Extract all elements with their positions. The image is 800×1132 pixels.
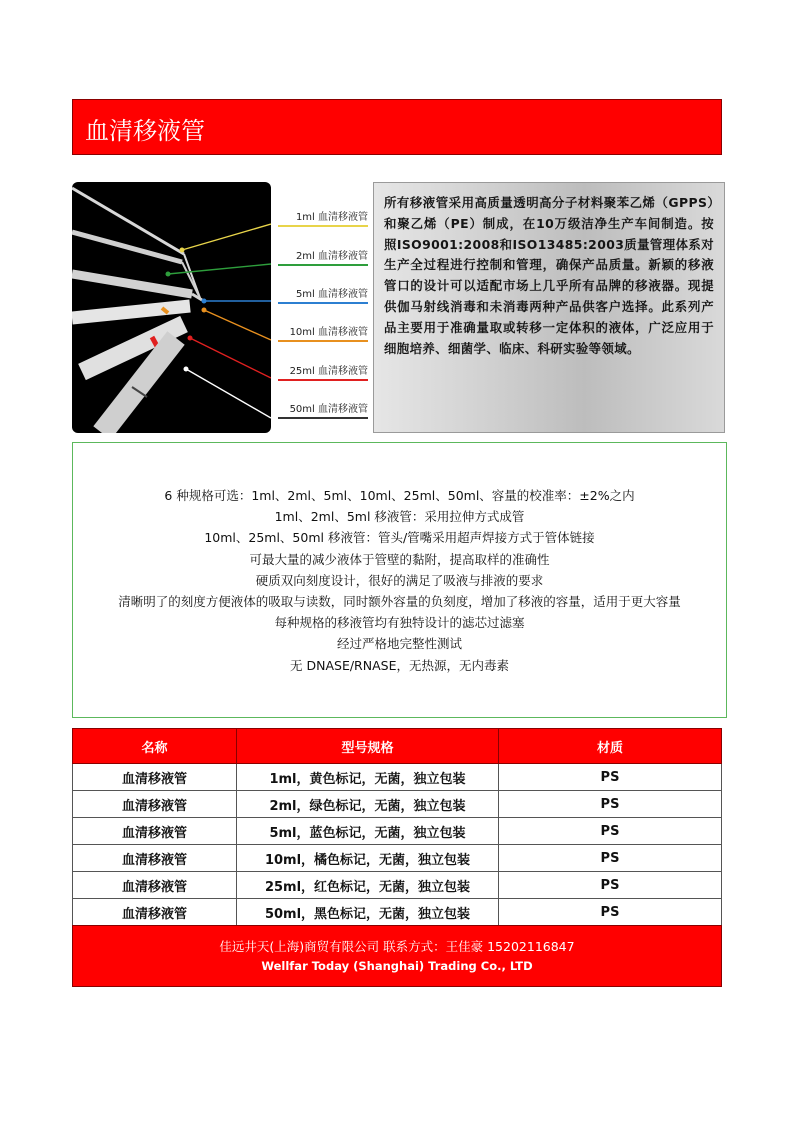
cell-name: 血清移液管: [73, 872, 237, 899]
marker-10ml: [202, 308, 207, 313]
marker-2ml: [166, 272, 171, 277]
header-name: 名称: [73, 729, 237, 764]
product-description: [373, 182, 725, 433]
header-model: 型号规格: [237, 729, 499, 764]
feature-item: 经过严格地完整性测试: [336, 636, 462, 652]
marker-25ml: [188, 336, 193, 341]
feature-item: 硬质双向刻度设计，很好的满足了吸液与排液的要求: [255, 572, 544, 588]
table-row: [73, 845, 722, 872]
cell-material: PS: [499, 872, 722, 899]
cell-model: 10ml，橘色标记，无菌，独立包装: [237, 845, 499, 872]
company-contact-line: 佳远井天(上海)商贸有限公司 联系方式：王佳豪 15202116847: [219, 939, 575, 954]
feature-item: 清晰明了的刻度方便液体的吸取与读数，同时额外容量的负刻度，增加了移液的容量，适用于更大容量: [118, 594, 681, 610]
cell-model: 25ml，红色标记，无菌，独立包装: [237, 872, 499, 899]
pipette-10ml: [72, 306, 190, 318]
cell-material: PS: [499, 764, 722, 791]
spec-table: [72, 728, 722, 926]
label-5ml: 5ml 血清移液管: [276, 285, 368, 300]
pipette-5ml: [72, 274, 202, 300]
feature-item: 1ml、2ml、5ml 移液管：采用拉伸方式成管: [274, 509, 525, 525]
cell-material: PS: [499, 818, 722, 845]
cell-material: PS: [499, 899, 722, 926]
table-header-row: [73, 729, 722, 764]
label-50ml: 50ml 血清移液管: [276, 400, 368, 415]
table-row: [73, 872, 722, 899]
cell-model: 2ml，绿色标记，无菌，独立包装: [237, 791, 499, 818]
table-row: [73, 791, 722, 818]
cell-model: 1ml，黄色标记，无菌，独立包装: [237, 764, 499, 791]
pipette-labels: [276, 182, 370, 433]
cell-name: 血清移液管: [73, 764, 237, 791]
feature-item: 可最大量的减少液体于管壁的黏附，提高取样的准确性: [249, 551, 550, 567]
product-photo: [72, 182, 271, 433]
cell-name: 血清移液管: [73, 818, 237, 845]
footer-contact: [72, 925, 722, 987]
marker-5ml: [202, 299, 207, 304]
marker-1ml: [180, 248, 185, 253]
feature-item: 无 DNASE/RNASE，无热源，无内毒素: [290, 657, 509, 673]
table-row: [73, 818, 722, 845]
cell-name: 血清移液管: [73, 899, 237, 926]
cell-name: 血清移液管: [73, 845, 237, 872]
marker-50ml: [184, 367, 189, 372]
page-title: 血清移液管: [85, 117, 205, 145]
cell-model: 5ml，蓝色标记，无菌，独立包装: [237, 818, 499, 845]
cell-name: 血清移液管: [73, 791, 237, 818]
table-row: [73, 764, 722, 791]
label-25ml: 25ml 血清移液管: [276, 362, 368, 377]
label-2ml: 2ml 血清移液管: [276, 247, 368, 262]
label-1ml: 1ml 血清移液管: [276, 208, 368, 223]
description-text: 所有移液管采用高质量透明高分子材料聚苯乙烯（GPPS）和聚乙烯（PE）制成，在10万级洁净生产车间制造。按照ISO9001:2008和ISO13485:2003质量管理体系对生产全过程进行控制和管理，确保产品质量。新颖的移液管口的设计可以适配市场上几乎所有品牌的移液器。现提供伽马射线消毒和未消毒两种产品供客户选择。此系列产品主要用于准确量取或转移一定体积的液体，广泛应用于细胞培养、细菌学、临床、科研实验等领域。: [384, 195, 714, 356]
company-english-name: Wellfar Today (Shanghai) Trading Co., LTD: [261, 959, 533, 973]
title-bar: [72, 99, 722, 155]
feature-item: 每种规格的移液管均有独特设计的滤芯过滤塞: [274, 615, 525, 631]
cell-material: PS: [499, 791, 722, 818]
header-material: 材质: [499, 729, 722, 764]
feature-item: 10ml、25ml、50ml 移液管：管头/管嘴采用超声焊接方式于管体链接: [204, 530, 595, 546]
label-10ml: 10ml 血清移液管: [276, 323, 368, 338]
pipettes-illustration: [72, 182, 271, 433]
features-list: [72, 442, 727, 718]
table-row: [73, 899, 722, 926]
cell-model: 50ml，黑色标记，无菌，独立包装: [237, 899, 499, 926]
feature-item: 6 种规格可选：1ml、2ml、5ml、10ml、25ml、50ml、容量的校准率：±2%之内: [164, 488, 635, 503]
cell-material: PS: [499, 845, 722, 872]
